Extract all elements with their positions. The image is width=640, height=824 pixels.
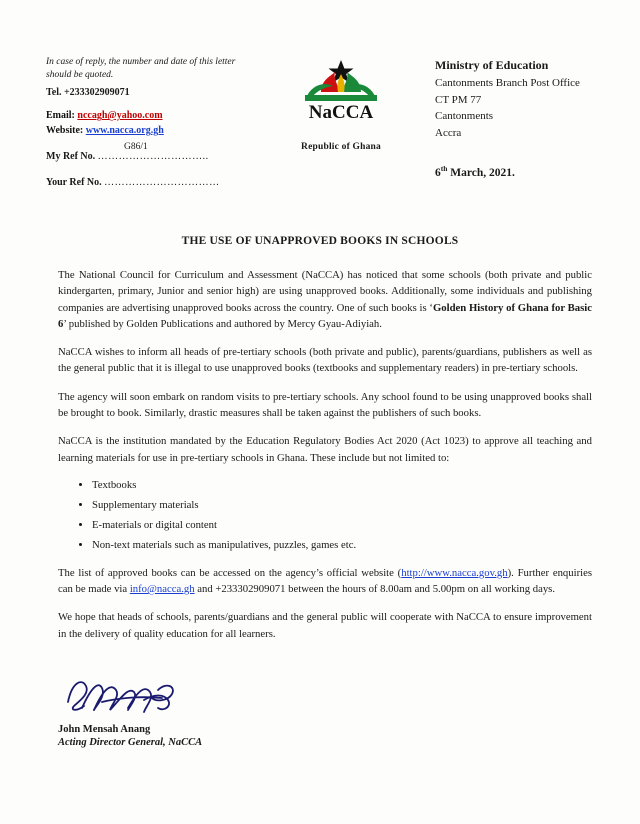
book-title-bold: Golden History of Ghana for Basic 6 xyxy=(58,301,593,330)
my-ref-value: G86/1 xyxy=(124,142,148,153)
paragraph-3: The agency will soon embark on random visits to pre-tertiary schools. Any school found to be using unapproved books shall be brought to book. Similarly, drastic measures shall be taken against the publishers of such books. xyxy=(58,390,592,419)
paragraph-closing: We hope that heads of schools, parents/guardians and the general public will cooperate with NaCCA to ensure improvement in the delivery of quality education for all learners. xyxy=(58,611,592,640)
ministry-name: Ministry of Education xyxy=(435,58,549,72)
address-line-2: CT PM 77 xyxy=(435,93,482,106)
date-rest: March, 2021. xyxy=(447,166,515,179)
paragraph-1 xyxy=(58,267,592,332)
date-ordinal-suffix: th xyxy=(440,164,448,173)
list-item: • Non-text materials such as manipulatives, puzzles, games etc. xyxy=(92,538,592,553)
handwritten-signature xyxy=(58,672,208,720)
telephone-line: Tel. +233302909071 xyxy=(46,86,130,98)
your-ref-line xyxy=(46,176,261,190)
approved-books-website-link[interactable]: http://www.nacca.gov.gh xyxy=(401,566,508,579)
my-ref-dots: ………………………….. xyxy=(97,151,209,163)
paragraph-1-pre: The National Council for Curriculum and Assessment (NaCCA) has noticed that some schools (both private and public kindergarten, primary, Junior and senior high) are using unapproved books. Additionally, some individuals and publishing companies are advertising unapproved books across the country. One of such books is ‘ xyxy=(58,269,592,314)
your-ref-label: Your Ref No. xyxy=(46,176,102,188)
email-label: Email: xyxy=(46,110,75,122)
materials-list xyxy=(58,478,592,553)
logo-caption: Republic of Ghana xyxy=(301,142,381,152)
access-pre: The list of approved books can be accessed on the agency’s official website ( xyxy=(58,566,402,579)
list-item: • Supplementary materials xyxy=(92,498,592,513)
paragraph-1-post: ’ published by Golden Publications and authored by Mercy Gyau-Adiyiah. xyxy=(63,317,382,330)
letterhead-center-block xyxy=(261,56,421,152)
signature-icon xyxy=(58,672,208,720)
document-body xyxy=(0,267,640,642)
letter-date xyxy=(435,163,594,182)
date-day: 6 xyxy=(435,166,441,179)
nacca-logo-icon xyxy=(291,58,391,128)
address-line-4: Accra xyxy=(435,126,462,139)
website-label: Website: xyxy=(46,125,84,137)
contact-block xyxy=(46,108,261,138)
paragraph-2: NaCCA wishes to inform all heads of pre-tertiary schools (both private and public), parents/guardians, publishers as well as the general public that it is illegal to use unapproved books (textbooks and supplementary readers) in pre-tertiary schools. xyxy=(58,346,592,375)
letterhead-right-block xyxy=(421,56,594,182)
access-post: and +233302909071 between the hours of 8.00am and 5.00pm on all working days. xyxy=(194,582,555,595)
letterhead xyxy=(0,0,640,189)
signatory-name: John Mensah Anang xyxy=(58,723,151,735)
list-item: • Textbooks xyxy=(92,478,592,493)
paragraph-4: NaCCA is the institution mandated by the Education Regulatory Bodies Act 2020 (Act 1023) to approve all teaching and learning materials for use in pre-tertiary schools in Ghana. These include but not limited to: xyxy=(58,435,592,464)
website-link[interactable]: www.nacca.org.gh xyxy=(85,125,164,137)
your-ref-dots: …………………………… xyxy=(104,176,220,188)
access-mid: ). Further enquiries can be made via xyxy=(58,566,593,595)
document-title: THE USE OF UNAPPROVED BOOKS IN SCHOOLS xyxy=(181,235,459,248)
svg-text:NaCCA: NaCCA xyxy=(308,102,374,123)
letterhead-left-block xyxy=(46,56,261,189)
signatory-title: Acting Director General, NaCCA xyxy=(58,737,203,748)
paragraph-access xyxy=(58,565,592,598)
signature-block xyxy=(0,654,640,748)
reply-note: In case of reply, the number and date of this letter should be quoted. xyxy=(46,57,236,80)
enquiries-email-link[interactable]: info@nacca.gh xyxy=(129,582,195,595)
my-ref-label: My Ref No. xyxy=(46,151,96,163)
my-ref-line xyxy=(46,142,261,164)
address-line-1: Cantonments Branch Post Office xyxy=(435,77,580,89)
list-item: • E-materials or digital content xyxy=(92,518,592,533)
address-line-3: Cantonments xyxy=(435,110,494,122)
email-link[interactable]: nccagh@yahoo.com xyxy=(77,110,163,122)
